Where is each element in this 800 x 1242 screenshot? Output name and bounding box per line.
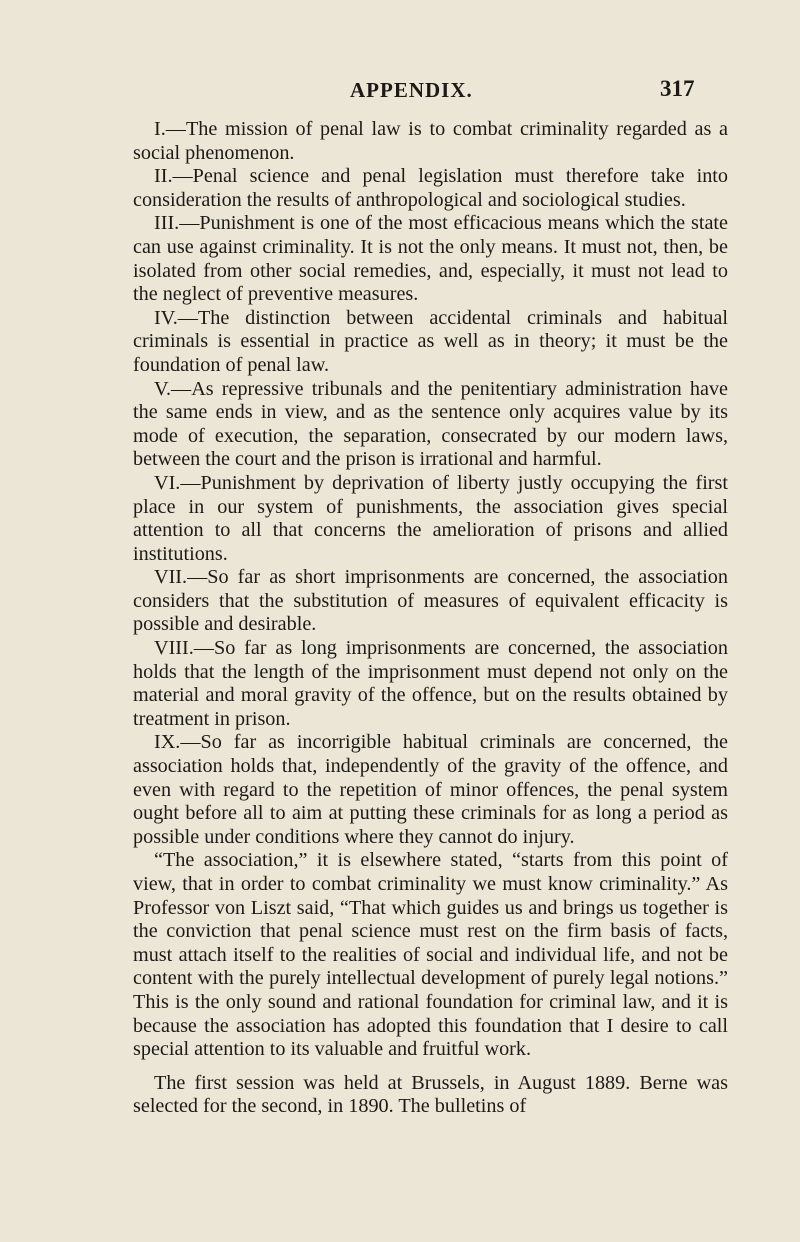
paragraph-article-8: VIII.—So far as long imprisonments are concerned, the association holds that the length of the imprisonment must depend not only on the material and moral gravity of the offence, but on the results obtained by treatment in prison. <box>133 637 728 730</box>
paragraph-article-6: VI.—Punishment by deprivation of liberty justly occupying the first place in our system of punishments, the association gives special attention to all that concerns the amelioration of prisons and allied institutions. <box>133 471 728 565</box>
paragraph-article-3: III.—Punishment is one of the most efficacious means which the state can use against criminality. It is not the only means. It must not, then, be isolated from other social remedies, and, especially, it must not lead to the neglect of preventive measures. <box>133 212 728 306</box>
paragraph-association-quote: “The association,” it is elsewhere stated, “starts from this point of view, that in order to combat criminality we must know criminality.” As Professor von Liszt said, “That which guides us and brings us together is the conviction that penal science must rest on the firm basis of facts, must attach itself to the realities of social and individual life, and not be content with the purely intellectual development of purely legal notions.” This is the only sound and rational foundation for criminal law, and it is because the association has adopted this foundation that I desire to call special attention to its valuable and fruitful work. <box>133 849 728 1061</box>
paragraph-article-7: VII.—So far as short imprisonments are concerned, the association considers that the substitution of measures of equivalent efficacity is possible and desirable. <box>133 566 728 636</box>
paragraph-article-4: IV.—The distinction between accidental criminals and habitual criminals is essential in practice as well as in theory; it must be the foundation of penal law. <box>133 306 728 376</box>
paragraph-article-5: V.—As repressive tribunals and the penitentiary administration have the same ends in view, and as the sentence only acquires value by its mode of execution, the separation, consecrated by our modern laws, between the court and the prison is irrational and harmful. <box>133 377 728 471</box>
paragraph-article-9: IX.—So far as incorrigible habitual criminals are concerned, the association holds that, independently of the gravity of the offence, and even with regard to the repetition of minor offences, the penal system ought before all to aim at putting these criminals for as long a period as possible under conditions where they cannot do injury. <box>133 731 728 848</box>
running-head-title: APPENDIX. <box>350 78 473 102</box>
paragraph-sessions: The first session was held at Brussels, in August 1889. Berne was selected for the second, in 1890. The bulletins of <box>133 1071 728 1118</box>
page-number: 317 <box>660 76 695 101</box>
paragraph-article-2: II.—Penal science and penal legislation must therefore take into consideration the results of anthropological and sociological studies. <box>133 165 728 211</box>
running-head <box>0 78 800 108</box>
paragraph-article-1: I.—The mission of penal law is to combat criminality regarded as a social phenomenon. <box>133 118 728 164</box>
body-text <box>133 118 728 1119</box>
